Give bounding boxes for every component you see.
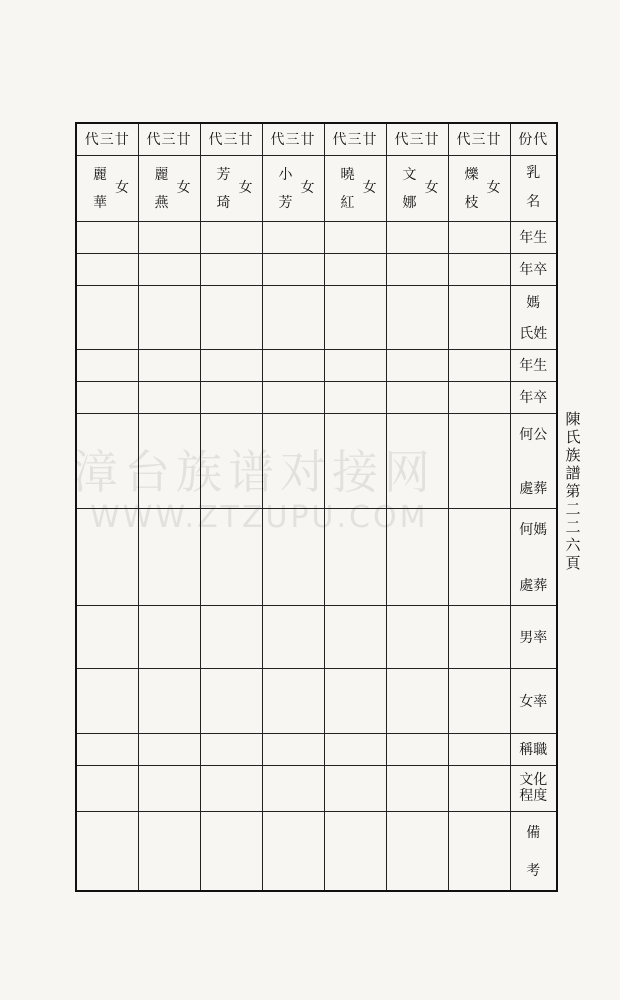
- header-label: 份代: [510, 123, 557, 155]
- name-cell: [76, 155, 138, 221]
- row-label-daughters: 女率: [510, 668, 557, 733]
- name-char: 女: [176, 179, 191, 196]
- name-char: 爍: [464, 166, 479, 183]
- name-char: 女: [486, 179, 501, 196]
- title-char: 陳: [565, 410, 581, 428]
- name-cell: [448, 155, 510, 221]
- title-char: 二: [565, 518, 581, 536]
- name-cell: [386, 155, 448, 221]
- label-char: 媽: [526, 294, 541, 311]
- label-char: 乳: [526, 165, 541, 181]
- name-char: 紅: [340, 194, 355, 211]
- label-text: 程度: [519, 788, 548, 804]
- name-char: 曉: [340, 166, 355, 183]
- row-label-spouse-death: 年卒: [510, 381, 557, 413]
- row-label-birth: 年生: [510, 221, 557, 253]
- page-side-title: [562, 410, 584, 572]
- birth-row: [76, 221, 557, 253]
- generation-cell: 代三廿: [324, 123, 386, 155]
- row-label-education: [510, 765, 557, 811]
- name-char: 華: [93, 194, 107, 211]
- label-char: 考: [526, 862, 541, 879]
- name-char: 琦: [216, 194, 231, 211]
- name-char: 小: [278, 166, 293, 183]
- name-char: 麗: [154, 166, 169, 183]
- row-label-spouse-birth: 年生: [510, 349, 557, 381]
- mother-burial-row: [76, 508, 557, 605]
- name-char: 文: [402, 166, 417, 183]
- genealogy-register-table: [75, 122, 558, 892]
- title-char: 第: [565, 482, 581, 500]
- name-cell: [324, 155, 386, 221]
- spouse-death-row: [76, 381, 557, 413]
- row-label-surname: [510, 285, 557, 349]
- name-char: 女: [238, 179, 253, 196]
- title-char: 二: [565, 500, 581, 518]
- remarks-row: [76, 811, 557, 891]
- generation-cell: 代三廿: [448, 123, 510, 155]
- label-char: 名: [526, 194, 541, 210]
- name-char: 娜: [402, 194, 417, 211]
- label-text: 處葬: [519, 577, 548, 594]
- row-label-title: 稱職: [510, 733, 557, 765]
- title-row: [76, 733, 557, 765]
- sons-row: [76, 605, 557, 668]
- title-char: 譜: [565, 464, 581, 482]
- name-char: 麗: [93, 166, 107, 183]
- name-char: 女: [115, 179, 129, 196]
- label-text: 何公: [519, 426, 548, 443]
- row-label-sons: 男率: [510, 605, 557, 668]
- label-text: 氏姓: [519, 325, 548, 342]
- father-burial-row: [76, 413, 557, 508]
- row-label-father-burial: [510, 413, 557, 508]
- label-text: 何媽: [519, 521, 548, 538]
- title-char: 六: [565, 536, 581, 554]
- name-cell: [262, 155, 324, 221]
- title-char: 氏: [565, 428, 581, 446]
- row-label-death: 年卒: [510, 253, 557, 285]
- surname-row: [76, 285, 557, 349]
- label-text: 處葬: [519, 480, 548, 497]
- name-char: 女: [300, 179, 315, 196]
- name-char: 枝: [464, 194, 479, 211]
- generation-cell: 代三廿: [386, 123, 448, 155]
- generation-cell: 代三廿: [200, 123, 262, 155]
- generation-row: [76, 123, 557, 155]
- name-cell: [138, 155, 200, 221]
- death-row: [76, 253, 557, 285]
- generation-cell: 代三廿: [138, 123, 200, 155]
- generation-cell: 代三廿: [76, 123, 138, 155]
- label-char: 備: [526, 824, 541, 841]
- row-label-name: [510, 155, 557, 221]
- daughters-row: [76, 668, 557, 733]
- name-row: [76, 155, 557, 221]
- spouse-birth-row: [76, 349, 557, 381]
- row-label-mother-burial: [510, 508, 557, 605]
- education-row: [76, 765, 557, 811]
- name-char: 芳: [278, 194, 293, 211]
- row-label-remarks: [510, 811, 557, 891]
- name-char: 女: [362, 179, 377, 196]
- title-char: 族: [565, 446, 581, 464]
- watermark-chinese: 漳台族谱对接网: [72, 445, 436, 499]
- name-char: 女: [424, 179, 439, 196]
- name-cell: [200, 155, 262, 221]
- title-char: 頁: [565, 554, 581, 572]
- watermark-url: WWW.ZTZUPU.COM: [90, 500, 429, 535]
- generation-cell: 代三廿: [262, 123, 324, 155]
- name-char: 芳: [216, 166, 231, 183]
- name-char: 燕: [154, 194, 169, 211]
- label-text: 文化: [519, 772, 548, 788]
